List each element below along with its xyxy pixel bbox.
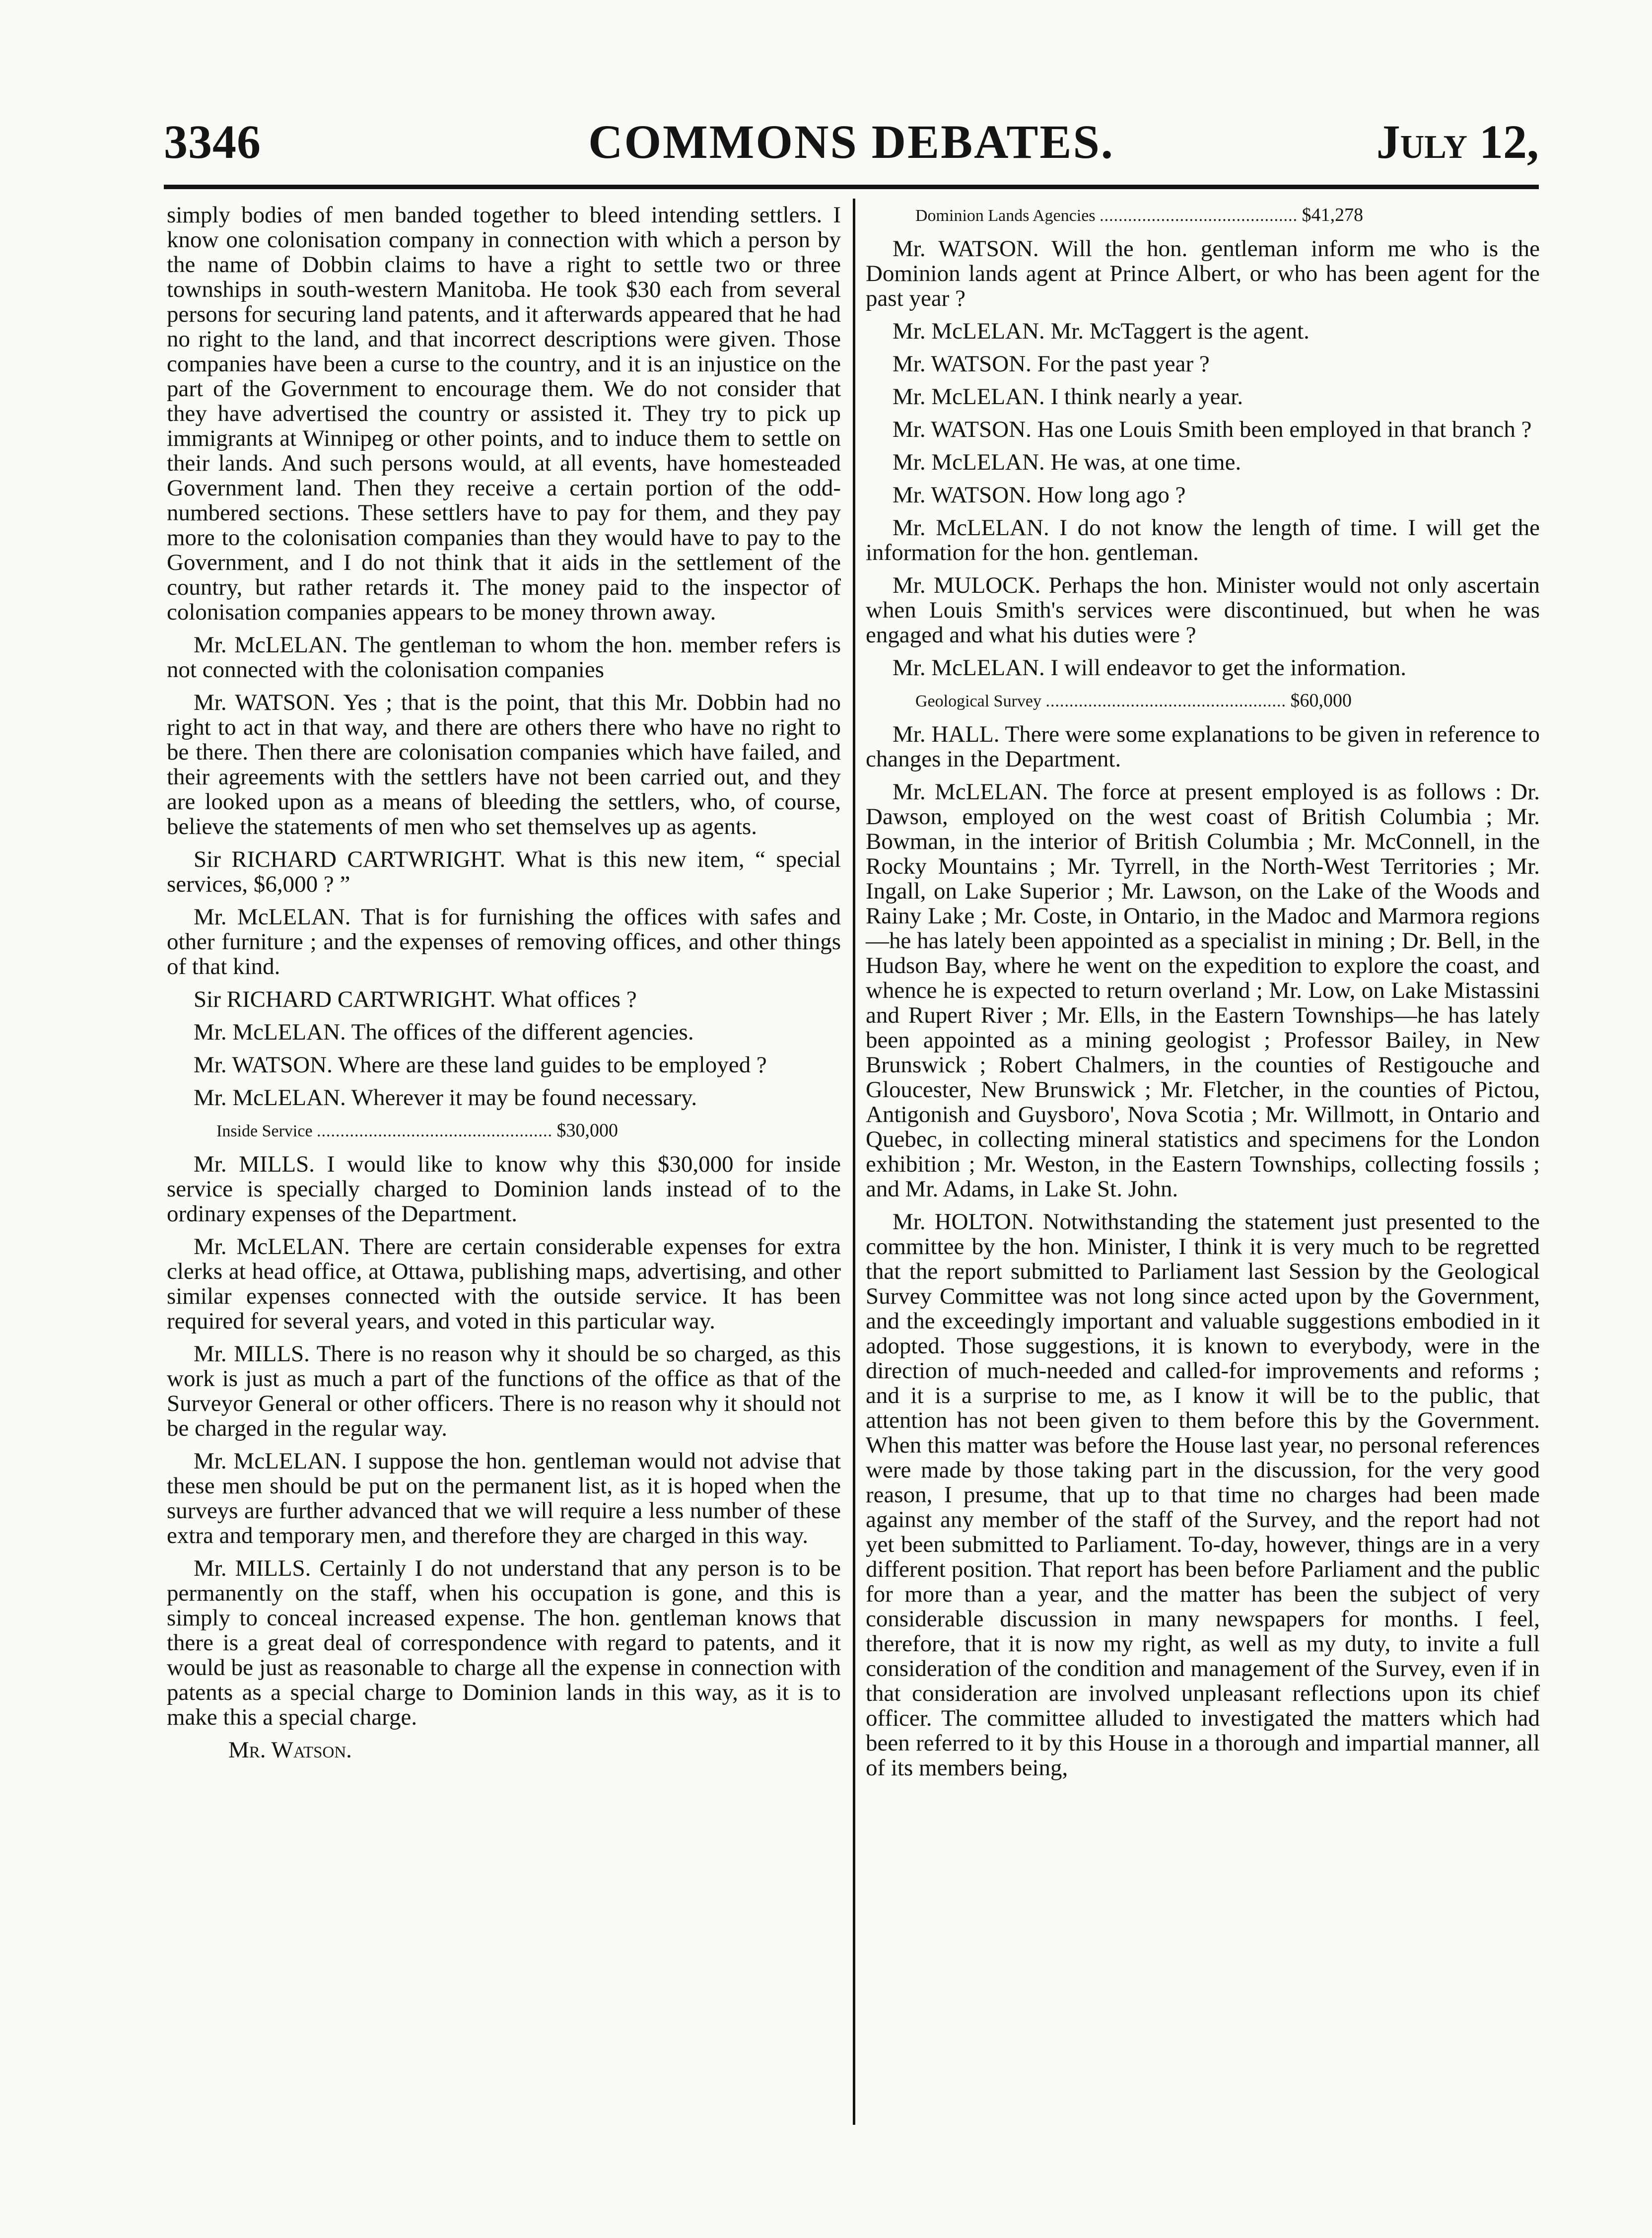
paragraph: Mr. McLELAN. I think nearly a year.: [893, 384, 1243, 410]
budget-item-label: Inside Service: [216, 1122, 313, 1140]
paragraph: Mr. HOLTON. Notwithstanding the statement just presented to the committee by the hon. Minister, I think it is very much to be regretted that the report submitted to Parliament last Session by the Geological Survey Committee was not long since acted upon by the Government, and the exceedingly important and valuable suggestions embodied in it adopted. Those suggestions, it is known to everybody, were in the direction of much-needed and called-for improvements and reforms ; and it is a surprise to me, as I know it will be to the public, that attention has not been given to them before this by the Government. When this matter was before the House last year, no personal references were made by those taking part in the discussion, for the very good reason, I presume, that up to that time no charges had been made against any member of the staff of the Survey, and the report had not yet been submitted to Parliament. To-day, however, things are in a very different position. That report has been before Parliament and the public for more than a year, and the matter has been the subject of very considerable discussion in many newspapers for months. I feel, therefore, that it is now my right, as well as my duty, to invite a full consideration of the condition and management of the Survey, even if in that consideration are involved unpleasant reflections upon its chief officer. The committee alluded to investigated the matters which had been referred to it by this House in a thorough and impartial manner, all of its members being,: [866, 1209, 1540, 1781]
budget-item-amount: $60,000: [1290, 690, 1352, 711]
paragraph: Mr. WATSON. How long ago ?: [893, 482, 1186, 508]
paragraph: Mr. WATSON. Will the hon. gentleman inform me who is the Dominion lands agent at Prince Albert, or who has been agent for the past year ?: [866, 236, 1540, 311]
paragraph: Mr. WATSON. Has one Louis Smith been employed in that branch ?: [893, 417, 1532, 442]
paragraph: Mr. MILLS. Certainly I do not understand that any person is to be permanently on the staff, when his occupation is gone, and this is simply to conceal increased expense. The hon. gentleman knows that there is a great deal of correspondence with regard to patents, and it would be just as reasonable to charge all the expense in connection with patents as a special charge to Dominion lands in this way, as it is to make this a special charge.: [167, 1555, 841, 1730]
paragraph: Mr. McLELAN. I do not know the length of time. I will get the information for the hon. gentleman.: [866, 515, 1540, 565]
budget-item-leader: ...................................................: [1045, 692, 1286, 710]
budget-item-geological-survey: [866, 688, 1540, 714]
right-column: [866, 203, 1540, 1788]
paragraph: Mr. McLELAN. Mr. McTaggert is the agent.: [893, 318, 1309, 344]
paragraph: Mr. MILLS. There is no reason why it should be so charged, as this work is just as much a part of the functions of the office as that of the Surveyor General or other officers. There is no reason why it should not be charged in the regular way.: [167, 1341, 841, 1441]
paragraph: Mr. HALL. There were some explanations to be given in reference to changes in the Department.: [866, 721, 1540, 772]
speaker-signature: Mr. Watson.: [228, 1737, 352, 1763]
page-date: July 12,: [1376, 115, 1539, 168]
budget-item-amount: $30,000: [556, 1120, 619, 1141]
paragraph: Mr. McLELAN. The force at present employed is as follows : Dr. Dawson, employed on the west coast of British Columbia ; Mr. Bowman, in the interior of British Columbia ; Mr. McConnell, in the Rocky Mountains ; Mr. Tyrrell, in the North-West Territories ; Mr. Ingall, on Lake Superior ; Mr. Lawson, on the Lake of the Woods and Rainy Lake ; Mr. Coste, in Ontario, in the Madoc and Marmora regions—he has lately been appointed as a specialist in mining ; Dr. Bell, in the Hudson Bay, where he went on the expedition to explore the coast, and whence he is expected to return overland ; Mr. Low, on Lake Mistassini and Rupert River ; Mr. Ells, in the Eastern Townships—he has lately been appointed as a mining geologist ; Professor Bailey, in New Brunswick ; Robert Chalmers, in the counties of Restigouche and Gloucester, New Brunswick ; Mr. Fletcher, in the counties of Pictou, Antigonish and Guysboro', Nova Scotia ; Mr. Willmott, in Ontario and Quebec, in collecting mineral statistics and specimens for the London exhibition ; Mr. Weston, in the Eastern Townships, collecting fossils ; and Mr. Adams, in Lake St. John.: [866, 779, 1540, 1202]
paragraph: Sir RICHARD CARTWRIGHT. What offices ?: [194, 986, 637, 1012]
budget-item-dominion-lands-agencies: [866, 203, 1540, 228]
paragraph: Mr. McLELAN. He was, at one time.: [893, 449, 1241, 475]
paragraph: Mr. McLELAN. I will endeavor to get the information.: [893, 655, 1407, 681]
budget-item-inside-service: [167, 1118, 841, 1144]
paragraph: Mr. McLELAN. The gentleman to whom the hon. member refers is not connected with the colonisation companies: [167, 632, 841, 683]
page-number: 3346: [164, 115, 261, 168]
paragraph: Mr. WATSON. Where are these land guides to be employed ?: [194, 1052, 767, 1078]
budget-item-label: Geological Survey: [915, 692, 1041, 710]
paragraph: simply bodies of men banded together to bleed intending settlers. I know one colonisation company in connection with which a person by the name of Dobbin claims to have a right to settle two or three townships in south-western Manitoba. He took $30 each from several persons for securing land patents, and it afterwards appeared that he had no right to the land, and that incorrect descriptions were given. Those companies have been a curse to the country, and it is an injustice on the part of the Government to encourage them. We do not consider that they have advertised the country or assisted it. They try to pick up immigrants at Winnipeg or other points, and to induce them to settle on their lands. And such persons would, at all events, have homesteaded Government land. Then they receive a certain portion of the odd-numbered sections. These settlers have to pay for them, and they pay more to the colonisation companies than they would have to pay to the Government, and I do not think that it aids in the settlement of the country, but rather retards it. The money paid to the inspector of colonisation companies appears to be money thrown away.: [167, 202, 841, 625]
paragraph: Mr. MILLS. I would like to know why this $30,000 for inside service is specially charged to Dominion lands instead of to the ordinary expenses of the Department.: [167, 1151, 841, 1227]
column-divider: [853, 199, 855, 2125]
paragraph: Mr. McLELAN. I suppose the hon. gentleman would not advise that these men should be put on the permanent list, as it is hoped when the surveys are further advanced that we will require a less number of these extra and temporary men, and therefore they are charged in this way.: [167, 1448, 841, 1548]
budget-item-leader: ..........................................: [1100, 207, 1298, 225]
paragraph: Mr. MULOCK. Perhaps the hon. Minister would not only ascertain when Louis Smith's services were discontinued, but when he was engaged and what his duties were ?: [866, 572, 1540, 648]
budget-item-label: Dominion Lands Agencies: [915, 207, 1096, 225]
paragraph: Sir RICHARD CARTWRIGHT. What is this new item, “ special services, $6,000 ? ”: [167, 846, 841, 897]
paragraph: Mr. McLELAN. The offices of the different agencies.: [194, 1019, 694, 1045]
paragraph: Mr. McLELAN. There are certain considerable expenses for extra clerks at head office, at Ottawa, publishing maps, advertising, and other similar expenses connected with the outside service. It has been required for several years, and voted in this particular way.: [167, 1234, 841, 1334]
budget-item-amount: $41,278: [1302, 205, 1364, 225]
paragraph: Mr. WATSON. For the past year ?: [893, 351, 1210, 377]
paragraph: Mr. McLELAN. Wherever it may be found necessary.: [194, 1085, 697, 1111]
header-rule: [164, 185, 1539, 189]
budget-item-leader: ..................................................: [317, 1122, 553, 1140]
left-column: [167, 203, 841, 1770]
page-header: [164, 114, 1539, 189]
paragraph: Mr. McLELAN. That is for furnishing the offices with safes and other furniture ; and the expenses of removing offices, and other things of that kind.: [167, 904, 841, 979]
page-title: COMMONS DEBATES.: [588, 115, 1114, 168]
paragraph: Mr. WATSON. Yes ; that is the point, that this Mr. Dobbin had no right to act in that way, and there are others there who have no right to be there. Then there are colonisation companies which have failed, and their agreements with the settlers have not been carried out, and they are looked upon as a means of bleeding the settlers, who, of course, believe the statements of men who set themselves up as agents.: [167, 690, 841, 839]
